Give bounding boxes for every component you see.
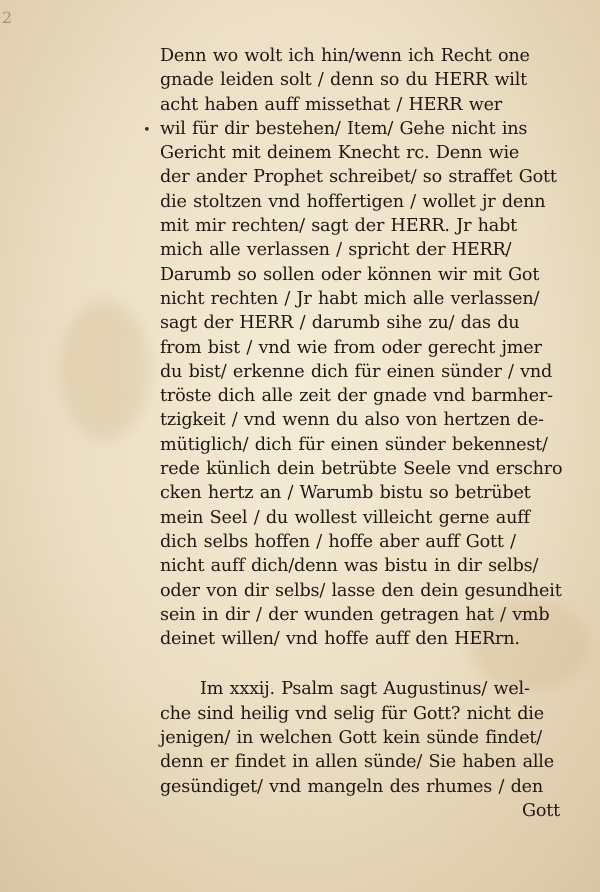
paragraph-1 <box>160 44 580 651</box>
paragraph-2 <box>160 677 580 798</box>
text-line: che sind heilig vnd selig für Gott? nicht die <box>160 703 544 724</box>
text-line: der ander Prophet schreibet/ so straffet Gott <box>160 167 557 188</box>
text-line: jenigen/ in welchen Gott kein sünde findet/ <box>160 728 543 749</box>
text-line: sein in dir / der wunden getragen hat / vmb <box>160 604 550 625</box>
text-line: deinet willen/ vnd hoffe auff den HERrn. <box>160 629 520 650</box>
text-line: gnade leiden solt / denn so du HERR wilt <box>160 70 528 91</box>
text-line: Denn wo wolt ich hin/wenn ich Recht one <box>160 46 530 66</box>
text-line: du bist/ erkenne dich für einen sünder / vnd <box>160 361 553 382</box>
text-line: denn er findet in allen sünde/ Sie haben alle <box>160 752 554 773</box>
text-line: oder von dir selbs/ lasse den dein gesundheit <box>160 580 562 601</box>
text-line: from bist / vnd wie from oder gerecht jmer <box>160 337 542 358</box>
text-line: nicht auff dich/denn was bistu in dir selbs/ <box>160 556 539 577</box>
text-line: cken hertz an / Warumb bistu so betrübet <box>160 483 531 504</box>
text-line: tzigkeit / vnd wenn du also von hertzen de- <box>160 410 544 431</box>
text-line: sagt der HERR / darumb sihe zu/ das du <box>160 313 520 334</box>
document-body <box>160 44 580 823</box>
catchword: Gott <box>522 800 560 821</box>
text-line: wil für dir bestehen/ Item/ Gehe nicht ins <box>160 118 528 139</box>
text-line: Gericht mit deinem Knecht rc. Denn wie <box>160 143 520 164</box>
text-line: nicht rechten / Jr habt mich alle verlassen/ <box>160 288 540 309</box>
text-line: acht haben auff missethat / HERR wer <box>160 94 502 115</box>
text-line: mein Seel / du wollest villeicht gerne auff <box>160 507 530 528</box>
text-line: mich alle verlassen / spricht der HERR/ <box>160 240 512 261</box>
text-line: gesündiget/ vnd mangeln des rhumes / den <box>160 776 543 797</box>
text-line: Im xxxij. Psalm sagt Augustinus/ wel- <box>200 679 530 700</box>
text-line: tröste dich alle zeit der gnade vnd barmher- <box>160 386 553 407</box>
paper-stain <box>60 300 150 440</box>
text-line: die stoltzen vnd hoffertigen / wollet jr denn <box>160 191 546 212</box>
text-line: mit mir rechten/ sagt der HERR. Jr habt <box>160 216 518 237</box>
text-line: mütiglich/ dich für einen sünder bekennest/ <box>160 434 548 455</box>
text-line: Darumb so sollen oder können wir mit Got <box>160 264 540 285</box>
page-number-fragment: 2 <box>2 8 13 27</box>
margin-mark: • <box>143 123 151 138</box>
text-line: rede künlich dein betrübte Seele vnd erschro <box>160 459 563 480</box>
text-line: dich selbs hoffen / hoffe aber auff Gott / <box>160 531 516 552</box>
